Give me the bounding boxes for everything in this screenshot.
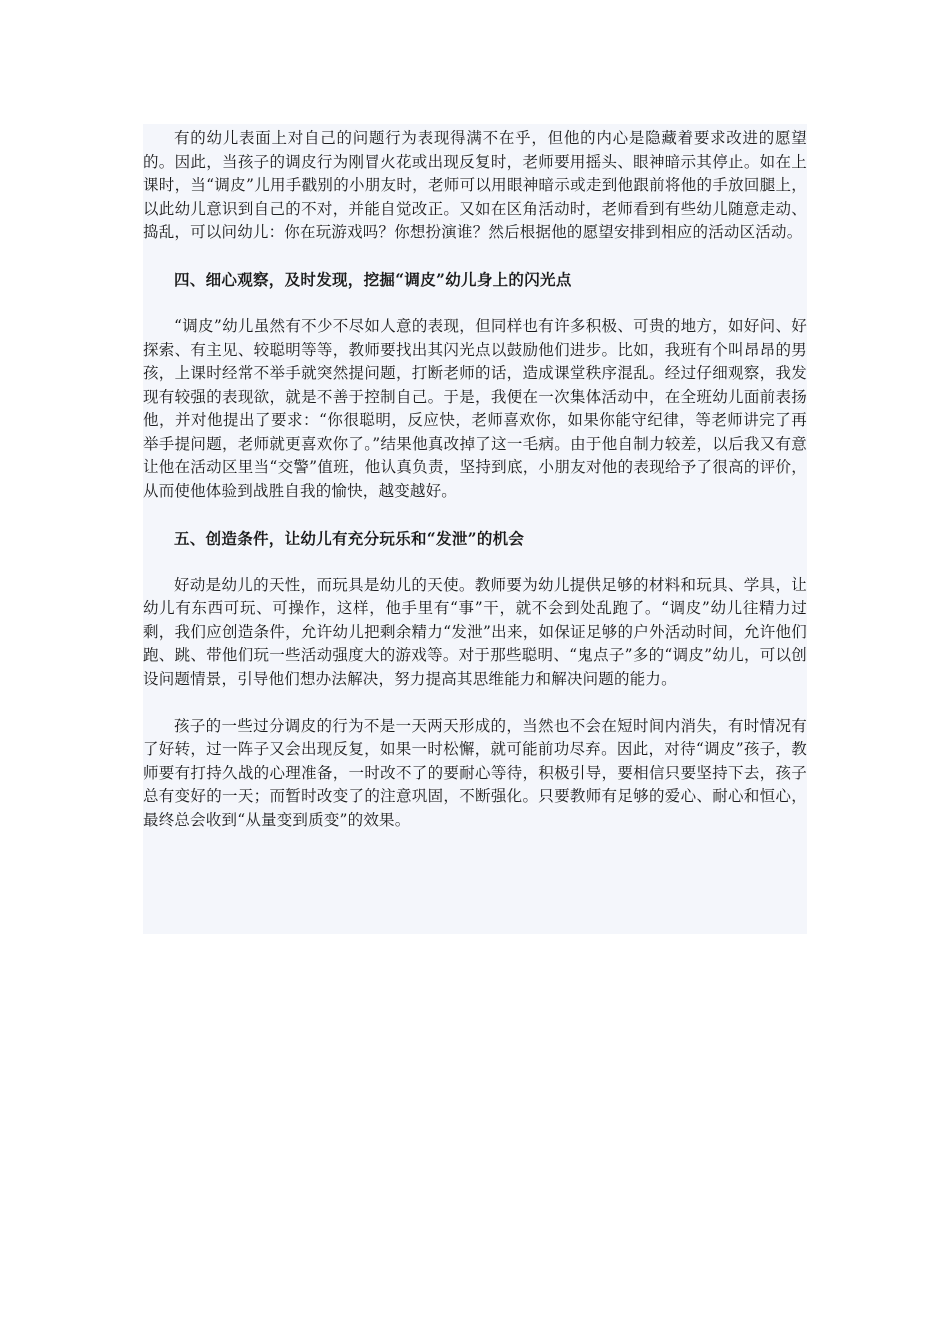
- paragraph-1: 有的幼儿表面上对自己的问题行为表现得满不在乎，但他的内心是隐藏着要求改进的愿望的。因此，当孩子的调皮行为刚冒火花或出现反复时，老师要用摇头、眼神暗示其停止。如在上课时，当“调皮”儿用手戳别的小朋友时，老师可以用眼神暗示或走到他跟前将他的手放回腿上，以此幼儿意识到自己的不对，并能自觉改正。又如在区角活动时，老师看到有些幼儿随意走动、捣乱，可以问幼儿：你在玩游戏吗？你想扮演谁？然后根据他的愿望安排到相应的活动区活动。: [143, 129, 807, 241]
- article-text-block: [143, 124, 807, 934]
- paragraph-gap: [143, 691, 807, 715]
- paragraph-gap: [143, 245, 807, 269]
- section-heading-4: 四、细心观察，及时发现，挖掘“调皮”幼儿身上的闪光点: [174, 270, 572, 289]
- paragraph-3: 好动是幼儿的天性，而玩具是幼儿的天使。教师要为幼儿提供足够的材料和玩具、学具，让幼儿有东西可玩、可操作，这样，他手里有“事”干，就不会到处乱跑了。“调皮”幼儿往精力过剩，我们应创造条件，允许幼儿把剩余精力“发泄”出来，如保证足够的户外活动时间，允许他们跑、跳、带他们玩一些活动强度大的游戏等。对于那些聪明、“鬼点子”多的“调皮”幼儿，可以创设问题情景，引导他们想办法解决，努力提高其思维能力和解决问题的能力。: [143, 575, 807, 688]
- paragraph-2: “调皮”幼儿虽然有不少不尽如人意的表现，但同样也有许多积极、可贵的地方，如好问、好探索、有主见、较聪明等等，教师要找出其闪光点以鼓励他们进步。比如，我班有个叫昂昂的男孩，上课时经常不举手就突然提问题，打断老师的话，造成课堂秩序混乱。经过仔细观察，我发现有较强的表现欲，就是不善于控制自己。于是，我便在一次集体活动中，在全班幼儿面前表扬他，并对他提出了要求：“你很聪明，反应快，老师喜欢你，如果你能守纪律，等老师讲完了再举手提问题，老师就更喜欢你了。”结果他真改掉了这一毛病。由于他自制力较差，以后我又有意让他在活动区里当“交警”值班，他认真负责，坚持到底，小朋友对他的表现给予了很高的评价，从而使他体验到战胜自我的愉快，越变越好。: [143, 317, 807, 500]
- paragraph-4: 孩子的一些过分调皮的行为不是一天两天形成的，当然也不会在短时间内消失，有时情况有了好转，过一阵子又会出现反复，如果一时松懈，就可能前功尽弃。因此，对待“调皮”孩子，教师要有打持久战的心理准备，一时改不了的要耐心等待，积极引导，要相信只要坚持下去，孩子总有变好的一天；而暂时改变了的注意巩固，不断强化。只要教师有足够的爱心、耐心和恒心，最终总会收到“从量变到质变”的效果。: [143, 716, 807, 829]
- paragraph-gap: [143, 550, 807, 574]
- paragraph-gap: [143, 503, 807, 527]
- paragraph-gap: [143, 292, 807, 316]
- section-heading-5: 五、创造条件，让幼儿有充分玩乐和“发泄”的机会: [174, 528, 525, 548]
